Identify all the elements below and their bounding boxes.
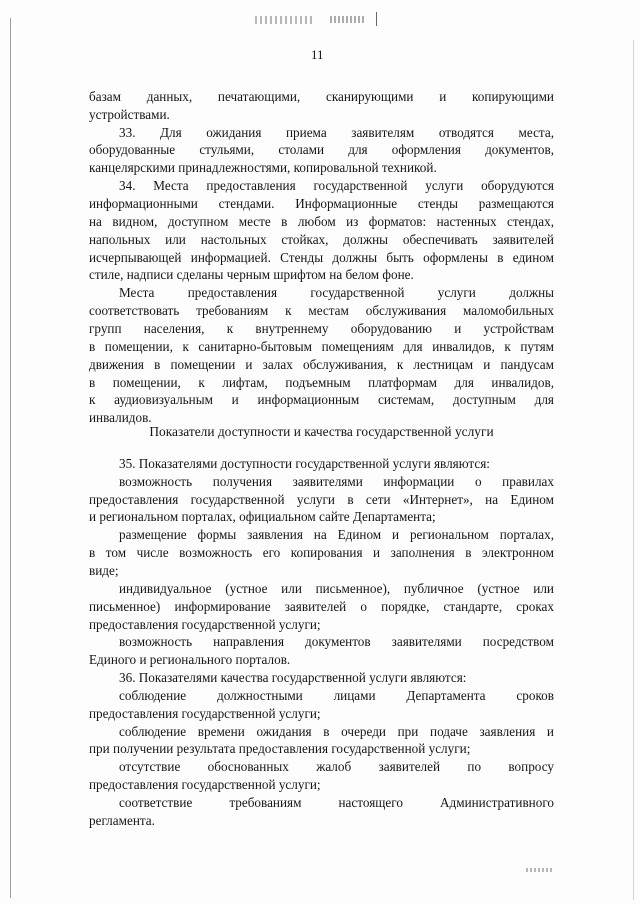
text-line: 35. Показателями доступности государственной услуги являются: xyxy=(119,456,490,471)
text-line: 36. Показателями качества государственной услуги являются: xyxy=(119,670,467,685)
text-line: стиле, надписи сделаны черным шрифтом на белом фоне. xyxy=(89,267,414,282)
section-heading: Показатели доступности и качества государственной услуги xyxy=(149,424,494,439)
text-line: предоставления государственной услуги; xyxy=(89,706,321,721)
text-line: на видном, доступном месте в любом из форматов: настенных стендах, xyxy=(89,214,554,229)
text-line: в помещении, к санитарно-бытовым помещениям для инвалидов, к путям xyxy=(89,339,554,354)
text-line: Единого и регионального порталов. xyxy=(89,652,291,667)
text-line: движения в помещении и залах обслуживания, к лестницам и пандусам xyxy=(89,357,554,372)
text-line: отсутствие обоснованных жалоб заявителей по вопросу xyxy=(119,759,554,774)
text-line: инвалидов. xyxy=(89,410,152,425)
text-line: канцелярскими принадлежностями, копировальной техникой. xyxy=(89,160,437,175)
text-line: соответствовать требованиям к местам обслуживания маломобильных xyxy=(89,303,554,318)
text-line: соблюдение времени ожидания в очереди при подаче заявления и xyxy=(119,724,554,739)
text-line: и региональном порталах, официальном сайте Департамента; xyxy=(89,509,436,524)
text-line: предоставления государственной услуги; xyxy=(89,617,321,632)
text-line: Места предоставления государственной услуги должны xyxy=(119,285,554,300)
scan-artifact xyxy=(376,12,377,26)
text-line: напольных или настольных стойках, должны обеспечивать заявителей xyxy=(89,232,554,247)
text-line: при получении результата предоставления государственной услуги; xyxy=(89,741,471,756)
text-line: соблюдение должностными лицами Департамента сроков xyxy=(119,688,554,703)
page-number: 11 xyxy=(311,47,324,62)
text-line: предоставления государственной услуги в сети «Интернет», на Едином xyxy=(89,492,554,507)
text-line: информационными стендами. Информационные стенды размещаются xyxy=(89,196,554,211)
text-line: регламента. xyxy=(89,813,155,828)
text-line: возможность направления документов заявителями посредством xyxy=(119,634,554,649)
text-line: письменное) информирование заявителей о порядке, стандарте, сроках xyxy=(89,599,554,614)
text-line: в том числе возможность его копирования и заполнения в электронном xyxy=(89,545,554,560)
text-line: устройствами. xyxy=(89,107,170,122)
text-line: оборудованные стульями, столами для оформления документов, xyxy=(89,142,554,157)
scan-edge-left xyxy=(10,18,11,898)
text-line: базам данных, печатающими, сканирующими и копирующими xyxy=(89,89,554,104)
text-line: к аудиовизуальным и информационным системам, доступным для xyxy=(89,392,554,407)
text-line: предоставления государственной услуги; xyxy=(89,777,321,792)
text-line: 33. Для ожидания приема заявителям отводятся места, xyxy=(119,125,554,140)
text-line: групп населения, к внутреннему оборудованию и устройствам xyxy=(89,321,554,336)
text-line: индивидуальное (устное или письменное), публичное (устное или xyxy=(119,581,554,596)
scan-edge-right xyxy=(633,40,634,900)
text-line: исчерпывающей информацией. Стенды должны быть оформлены в едином xyxy=(89,250,554,265)
text-line: в помещении, к лифтам, подъемным платформам для инвалидов, xyxy=(89,375,554,390)
text-line: размещение формы заявления на Едином и региональном порталах, xyxy=(119,527,554,542)
scan-artifact xyxy=(255,16,315,24)
scan-artifact xyxy=(330,16,364,23)
text-line: 34. Места предоставления государственной услуги оборудуются xyxy=(119,178,554,193)
text-line: возможность получения заявителями информации о правилах xyxy=(119,474,554,489)
text-line: виде; xyxy=(89,563,119,578)
scan-artifact xyxy=(526,868,554,872)
text-line: соответствие требованиям настоящего Административного xyxy=(119,795,554,810)
